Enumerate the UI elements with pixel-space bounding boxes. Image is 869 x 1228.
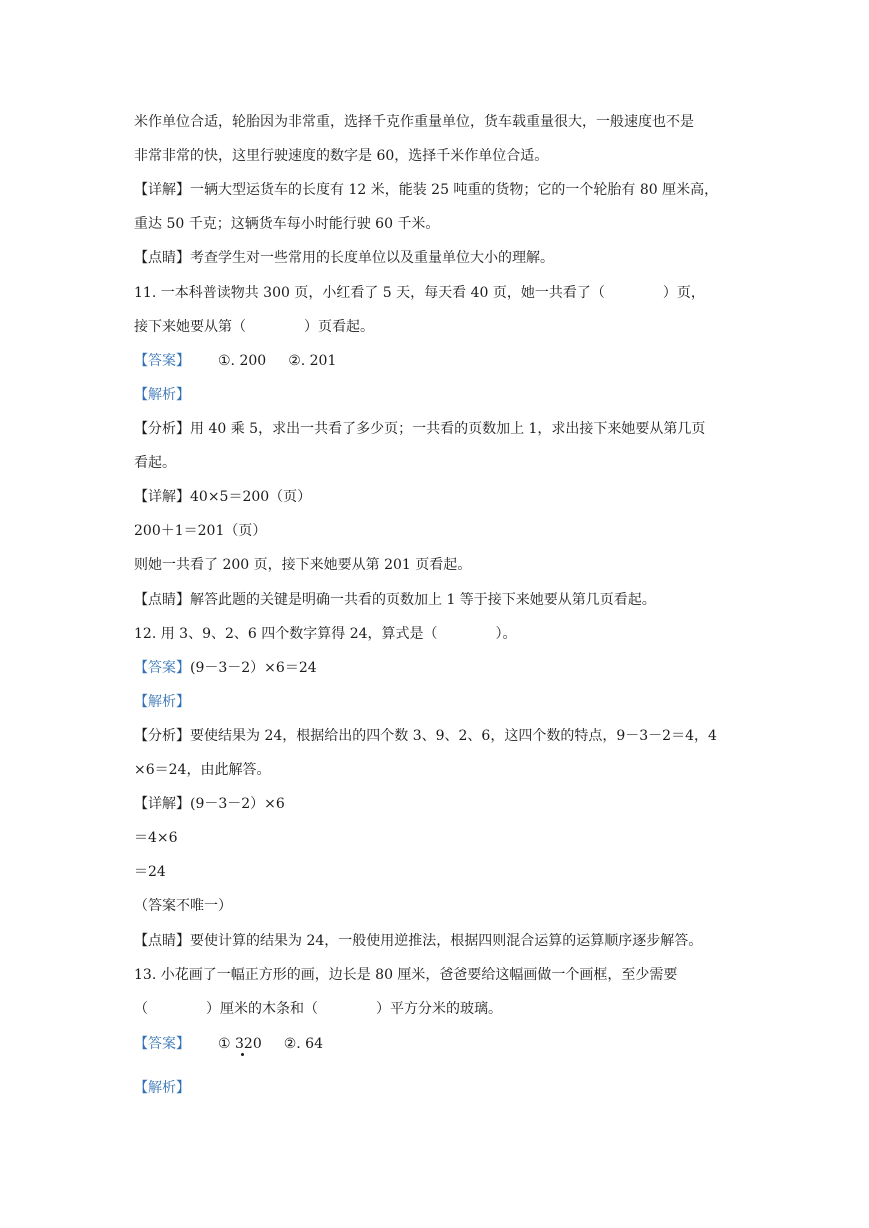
question-text: ）页， <box>662 285 705 301</box>
question-12 <box>134 624 774 644</box>
detail-line: 200＋1＝201（页） <box>134 523 267 539</box>
detail-line: 则她一共看了 200 页，接下来她要从第 201 页看起。 <box>134 557 472 573</box>
answer-13 <box>134 1034 774 1054</box>
detail-line: 【详解】一辆大型运货车的长度有 12 米，能装 25 吨重的货物；它的一个轮胎有 80 厘米高， <box>134 182 719 198</box>
analysis-line: 【分析】用 40 乘 5，求出一共看了多少页；一共看的页数加上 1，求出接下来她要从第几页 <box>134 421 706 437</box>
detail-line: 【详解】(9－3－2）×6 <box>134 796 285 812</box>
detail-line: ＝4×6 <box>134 830 178 846</box>
question-text: ）厘米的木条和（ <box>206 1001 318 1017</box>
answer-value: ②. 201 <box>288 353 337 369</box>
answer-value: (9－3－2）×6＝24 <box>190 660 317 676</box>
answer-value: ①. 200 <box>218 353 267 369</box>
detail-line: 【详解】40×5＝200（页） <box>134 489 312 505</box>
question-text: 接下来她要从第（ <box>134 319 246 335</box>
analysis-label: 【解析】 <box>134 387 190 403</box>
question-text: （ <box>134 1001 148 1017</box>
stray-dot <box>241 1053 244 1056</box>
question-11 <box>134 283 774 303</box>
question-text: 12. 用 3、9、2、6 四个数字算得 24，算式是（ <box>134 626 438 642</box>
analysis-label: 【解析】 <box>134 694 190 710</box>
text-line: 重达 50 千克；这辆货车每小时能行驶 60 千米。 <box>134 216 440 232</box>
question-13-cont <box>134 999 774 1019</box>
text-line: 非常非常的快，这里行驶速度的数字是 60，选择千米作单位合适。 <box>134 148 549 164</box>
question-text: ）。 <box>495 626 517 642</box>
question-text: ）页看起。 <box>304 319 374 335</box>
analysis-label: 【解析】 <box>134 1080 190 1096</box>
answer-12 <box>134 658 774 678</box>
question-11-cont <box>134 317 774 337</box>
analysis-line: ×6＝24，由此解答。 <box>134 762 271 778</box>
question-text: ）平方分米的玻璃。 <box>376 1001 502 1017</box>
answer-label: 【答案】 <box>134 1036 190 1052</box>
text-line: 米作单位合适，轮胎因为非常重，选择千克作重量单位，货车载重量很大，一般速度也不是 <box>134 114 694 130</box>
question-text: 11. 一本科普读物共 300 页，小红看了 5 天，每天看 40 页，她一共看了（ <box>134 285 605 301</box>
answer-value: ②. 64 <box>283 1036 323 1052</box>
question-13: 13. 小花画了一幅正方形的画，边长是 80 厘米，爸爸要给这幅画做一个画框，至少需要 <box>134 967 678 983</box>
detail-line: ＝24 <box>134 864 166 880</box>
answer-value: ① 320 <box>218 1036 262 1052</box>
detail-line: （答案不唯一） <box>134 898 232 914</box>
answer-11 <box>134 351 774 371</box>
insight-line: 【点睛】解答此题的关键是明确一共看的页数加上 1 等于接下来她要从第几页看起。 <box>134 592 656 608</box>
insight-line: 【点睛】考查学生对一些常用的长度单位以及重量单位大小的理解。 <box>134 250 554 266</box>
insight-line: 【点睛】要使计算的结果为 24，一般使用逆推法，根据四则混合运算的运算顺序逐步解答。 <box>134 933 703 949</box>
analysis-line: 看起。 <box>134 455 176 471</box>
answer-label: 【答案】 <box>134 660 190 676</box>
answer-label: 【答案】 <box>134 353 190 369</box>
analysis-line: 【分析】要使结果为 24，根据给出的四个数 3、9、2、6，这四个数的特点，9－3－2＝4，4 <box>134 728 717 744</box>
